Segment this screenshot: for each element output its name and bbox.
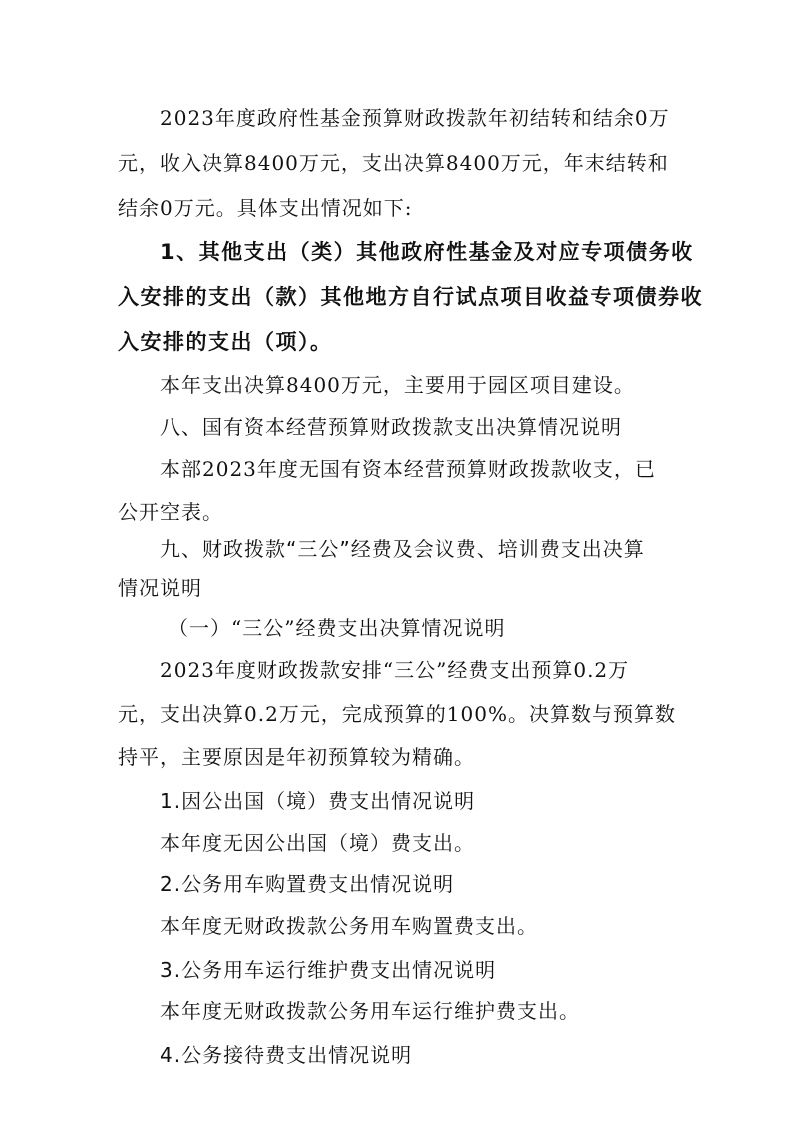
fund-paragraph-line-1: 2023年度政府性基金预算财政拨款年初结转和结余0万: [160, 106, 670, 130]
section8-title: 八、国有资本经营预算财政拨款支出决算情况说明: [160, 415, 622, 439]
subsection1-title: （一）“三公”经费支出决算情况说明: [168, 616, 506, 640]
item1-heading-line-1: 1、其他支出（类）其他政府性基金及对应专项债务收: [160, 240, 694, 264]
fund-paragraph-line-3: 结余0万元。具体支出情况如下:: [118, 196, 413, 220]
item-2-title: 2.公务用车购置费支出情况说明: [160, 872, 455, 896]
item-4-title: 4.公务接待费支出情况说明: [160, 1043, 413, 1067]
section8-body-line-2: 公开空表。: [118, 500, 223, 524]
item-3-title: 3.公务用车运行维护费支出情况说明: [160, 958, 497, 982]
fund-paragraph-line-2: 元，收入决算8400万元，支出决算8400万元，年末结转和: [118, 151, 669, 175]
section8-body-line-1: 本部2023年度无国有资本经营预算财政拨款收支，已: [160, 457, 656, 481]
item1-heading-line-3: 入安排的支出（项）。: [118, 330, 333, 354]
section9-title-line-1: 九、财政拨款“三公”经费及会议费、培训费支出决算: [160, 537, 645, 561]
item-1-title: 1.因公出国（境）费支出情况说明: [160, 789, 476, 813]
subsection1-body-line-1: 2023年度财政拨款安排“三公”经费支出预算0.2万: [160, 658, 630, 682]
item-3-body: 本年度无财政拨款公务用车运行维护费支出。: [160, 999, 580, 1023]
item-1-body: 本年度无因公出国（境）费支出。: [160, 831, 475, 855]
subsection1-body-line-2: 元，支出决算0.2万元，完成预算的100%。决算数与预算数: [118, 702, 676, 726]
subsection1-body-line-3: 持平，主要原因是年初预算较为精确。: [118, 745, 475, 769]
item1-heading-line-2: 入安排的支出（款）其他地方自行试点项目收益专项债券收: [118, 285, 703, 309]
section9-title-line-2: 情况说明: [118, 576, 202, 600]
item1-body: 本年支出决算8400万元，主要用于园区项目建设。: [160, 373, 635, 397]
item-2-body: 本年度无财政拨款公务用车购置费支出。: [160, 914, 538, 938]
